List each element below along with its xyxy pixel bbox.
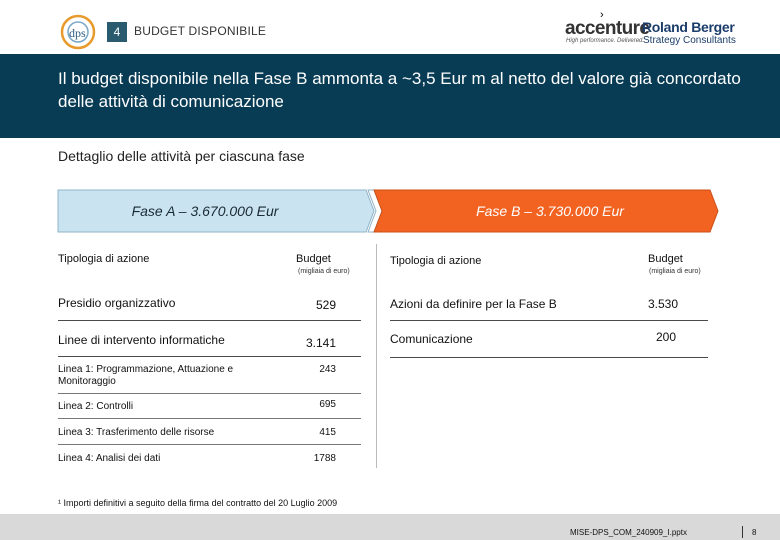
table-b-col-unit: (migliaia di euro): [649, 268, 701, 275]
table-a-row-value: 529: [315, 298, 336, 312]
row-divider: [390, 357, 708, 358]
roland-berger-sub: Strategy Consultants: [643, 35, 736, 46]
accenture-logo: accenture: [565, 18, 650, 39]
table-b-row-value: 3.530: [647, 297, 678, 311]
table-b-row-value: 200: [655, 330, 676, 344]
headline: Il budget disponibile nella Fase B ammonta a ~3,5 Eur m al netto del valore già concordato delle attività di comunicazione: [58, 69, 741, 111]
table-a-sub-label: Linea 2: Controlli: [58, 401, 134, 412]
row-divider: [58, 444, 361, 445]
table-a-sub-value: 243: [319, 364, 336, 375]
accenture-tagline: High performance. Delivered.: [566, 38, 645, 44]
table-b-col-budget: Budget: [648, 253, 683, 265]
footnote: ¹ Importi definitivi a seguito della firma del contratto del 20 Luglio 2009: [58, 498, 338, 508]
table-a-row-label: Linee di intervento informatiche: [58, 333, 225, 347]
table-a-col-type: Tipologia di azione: [58, 253, 150, 265]
section-title: BUDGET DISPONIBILE: [134, 24, 267, 38]
table-a-col-budget: Budget: [296, 253, 331, 265]
section-number: 4: [107, 22, 127, 42]
column-separator: [376, 244, 377, 468]
subtitle: Dettaglio delle attività per ciascuna fase: [58, 148, 305, 164]
table-b-row-label: Comunicazione: [390, 332, 473, 346]
table-a-sub-value: 1788: [313, 453, 336, 464]
phase-b-label: Fase B – 3.730.000 Eur: [476, 203, 624, 219]
table-a-sub-value: 415: [319, 427, 336, 438]
row-divider: [390, 320, 708, 321]
table-a-sub-label: Linea 1: Programmazione, Attuazione e Monitoraggio: [58, 364, 234, 387]
table-a-sub-label: Linea 3: Trasferimento delle risorse: [58, 427, 215, 438]
dps-logo-text: dps: [69, 26, 86, 40]
accenture-chevron-icon: ›: [600, 9, 604, 21]
table-a-sub-value: 695: [319, 399, 336, 410]
table-b-row-label: Azioni da definire per la Fase B: [390, 297, 557, 311]
row-divider: [58, 356, 361, 357]
dps-logo: [60, 14, 96, 50]
footer-divider: [742, 526, 743, 538]
roland-berger-logo: Roland Berger: [642, 19, 735, 35]
row-divider: [58, 418, 361, 419]
row-divider: [58, 393, 361, 394]
table-a-col-unit: (migliaia di euro): [298, 268, 350, 275]
row-divider: [58, 320, 361, 321]
table-a-row-label: Presidio organizzativo: [58, 296, 176, 310]
phase-a-label: Fase A – 3.670.000 Eur: [131, 203, 279, 219]
table-a-row-value: 3.141: [305, 336, 336, 350]
page-number: 8: [752, 528, 757, 537]
footer-filename: MISE-DPS_COM_240909_I.pptx: [570, 528, 687, 537]
table-a-sub-label: Linea 4: Analisi dei dati: [58, 453, 161, 464]
table-b-col-type: Tipologia di azione: [390, 255, 482, 267]
